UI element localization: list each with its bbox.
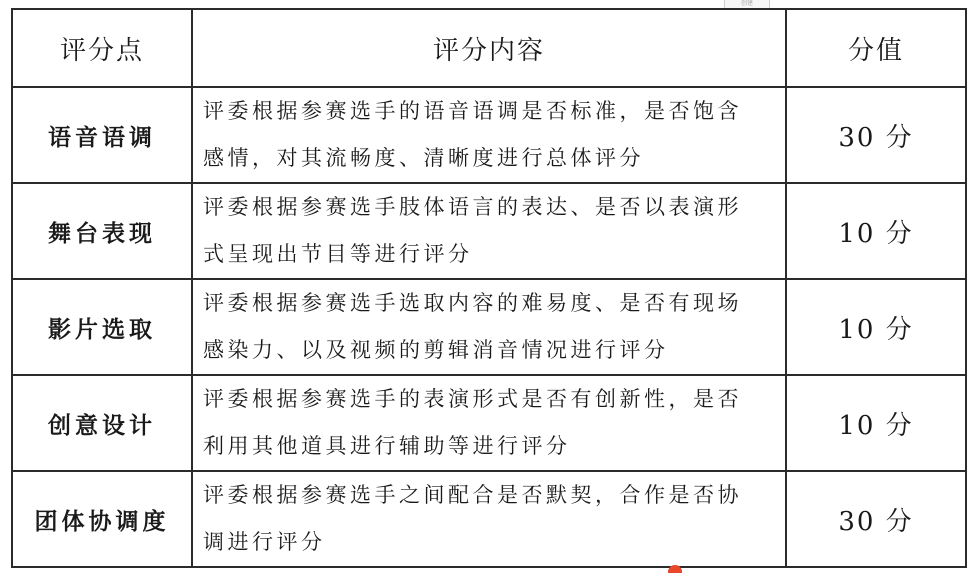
row-content-line: 评委根据参赛选手的表演形式是否有创新性，是否 bbox=[203, 387, 742, 411]
row-point: 创意设计 bbox=[12, 375, 192, 471]
header-point: 评分点 bbox=[12, 9, 192, 87]
row-content-line: 式呈现出节目等进行评分 bbox=[203, 242, 473, 266]
row-value: 10 分 bbox=[786, 279, 966, 375]
bottom-mark-icon bbox=[668, 565, 682, 573]
row-content-line: 感情，对其流畅度、清晰度进行总体评分 bbox=[203, 146, 644, 170]
row-value: 10 分 bbox=[786, 375, 966, 471]
row-point: 团体协调度 bbox=[12, 471, 192, 567]
table-row bbox=[12, 279, 966, 375]
row-content bbox=[192, 471, 786, 567]
top-tab[interactable]: 创建 bbox=[724, 0, 770, 9]
scoring-table bbox=[11, 8, 967, 568]
row-point: 语音语调 bbox=[12, 87, 192, 183]
row-content-line: 调进行评分 bbox=[203, 530, 326, 554]
row-content-line: 感染力、以及视频的剪辑消音情况进行评分 bbox=[203, 338, 669, 362]
row-content-line: 评委根据参赛选手的语音语调是否标准，是否饱含 bbox=[203, 99, 742, 123]
row-point: 影片选取 bbox=[12, 279, 192, 375]
row-point: 舞台表现 bbox=[12, 183, 192, 279]
table-header-row bbox=[12, 9, 966, 87]
table-row bbox=[12, 375, 966, 471]
row-value: 30 分 bbox=[786, 471, 966, 567]
row-content-line: 评委根据参赛选手之间配合是否默契，合作是否协 bbox=[203, 483, 742, 507]
row-value: 30 分 bbox=[786, 87, 966, 183]
header-content: 评分内容 bbox=[192, 9, 786, 87]
row-content-line: 利用其他道具进行辅助等进行评分 bbox=[203, 434, 571, 458]
table-row bbox=[12, 87, 966, 183]
row-content bbox=[192, 279, 786, 375]
table-row bbox=[12, 183, 966, 279]
header-value: 分值 bbox=[786, 9, 966, 87]
row-content bbox=[192, 375, 786, 471]
row-value: 10 分 bbox=[786, 183, 966, 279]
row-content-line: 评委根据参赛选手选取内容的难易度、是否有现场 bbox=[203, 291, 742, 315]
row-content bbox=[192, 87, 786, 183]
row-content-line: 评委根据参赛选手肢体语言的表达、是否以表演形 bbox=[203, 195, 742, 219]
table-row bbox=[12, 471, 966, 567]
row-content bbox=[192, 183, 786, 279]
